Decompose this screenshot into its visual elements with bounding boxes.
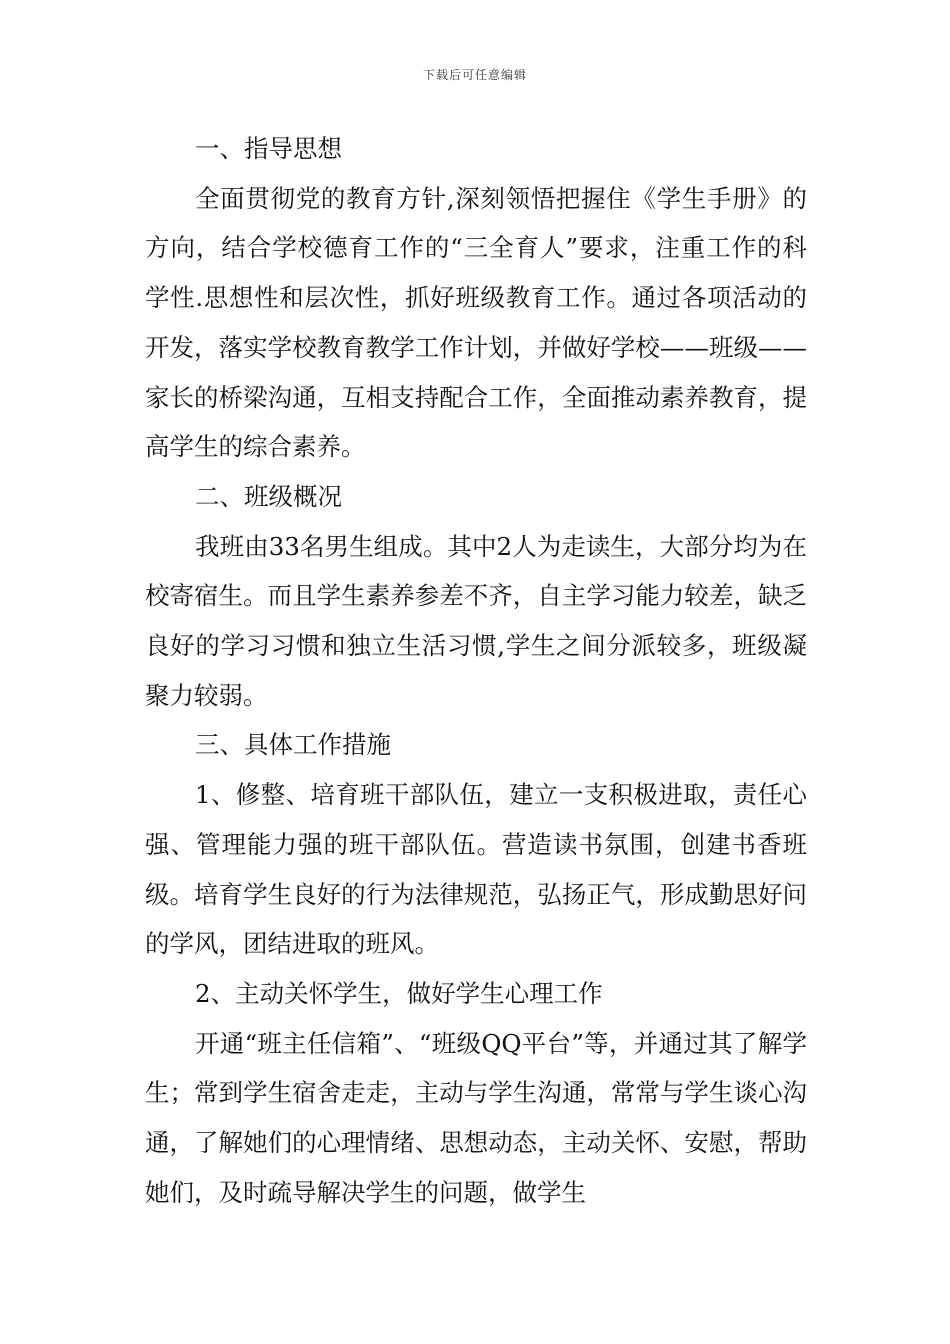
paragraph-guiding-ideology: 全面贯彻党的教育方针,深刻领悟把握住《学生手册》的方向，结合学校德育工作的“三全育人”要求，注重工作的科学性.思想性和层次性，抓好班级教育工作。通过各项活动的开发，落实学校教育教学工作计划，并做好学校——班级——家长的桥梁沟通，互相支持配合工作，全面推动素养教育，提高学生的综合素养。 (145, 183, 807, 462)
paragraph-class-overview: 我班由33名男生组成。其中2人为走读生，大部分均为在校寄宿生。而且学生素养参差不齐，自主学习能力较差，缺乏良好的学习习惯和独立生活习惯,学生之间分派较多，班级凝聚力较弱。 (145, 531, 807, 710)
paragraph-measure-1: 1、修整、培育班干部队伍，建立一支积极进取，责任心强、管理能力强的班干部队伍。营造读书氛围，创建书香班级。培育学生良好的行为法律规范，弘扬正气，形成勤思好问的学风，团结进取的班风。 (145, 780, 807, 959)
section-heading-guiding-ideology: 一、指导思想 (195, 134, 342, 163)
subheading-measure-2: 2、主动关怀学生，做好学生心理工作 (195, 978, 603, 1008)
section-heading-class-overview: 二、班级概况 (195, 481, 342, 511)
page-header: 下载后可任意编辑 (422, 68, 527, 82)
paragraph-measure-2: 开通“班主任信箱”、“班级QQ平台”等，并通过其了解学生；常到学生宿舍走走，主动与学生沟通，常常与学生谈心沟通，了解她们的心理情绪、思想动态，主动关怀、安慰，帮助她们，及时疏导解决学生的问题，做学生 (145, 1028, 807, 1207)
document-body (145, 124, 807, 1217)
section-heading-work-measures: 三、具体工作措施 (195, 730, 391, 760)
